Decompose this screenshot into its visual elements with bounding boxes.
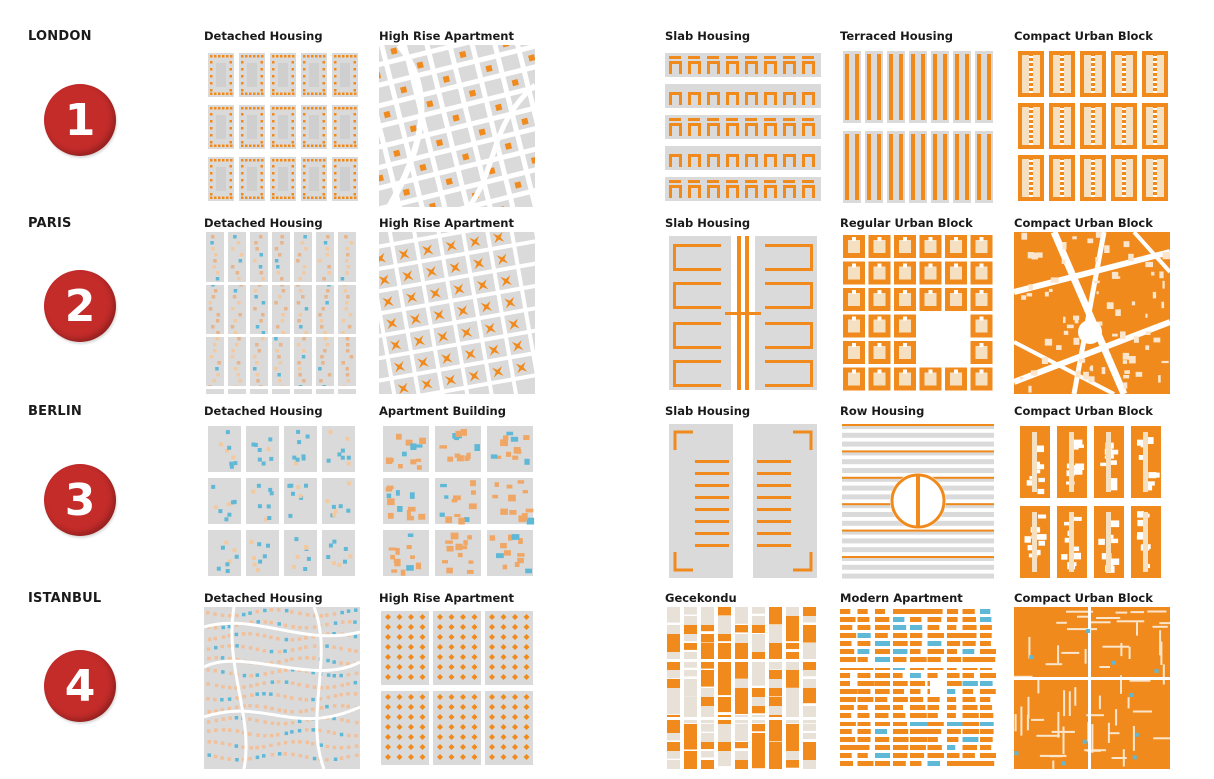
city-label: LONDON: [28, 29, 92, 44]
typology-label: Compact Urban Block: [1014, 404, 1153, 418]
typology-label: Slab Housing: [665, 216, 751, 230]
row-number-badge: 1: [44, 84, 116, 156]
typology-label: Slab Housing: [665, 404, 751, 418]
typology-plan-london-highrise: [379, 45, 535, 207]
typology-label: Compact Urban Block: [1014, 29, 1153, 43]
typology-plan-istanbul-detached: [204, 607, 360, 769]
typology-plan-berlin-slab: [665, 420, 821, 582]
row-number-badge: 4: [44, 650, 116, 722]
row-number-badge: 2: [44, 270, 116, 342]
typology-label: Compact Urban Block: [1014, 591, 1153, 605]
city-label: PARIS: [28, 216, 72, 231]
typology-label: Regular Urban Block: [840, 216, 973, 230]
typology-plan-istanbul-gecekondu: [665, 607, 821, 769]
typology-plan-istanbul-highrise: [379, 607, 535, 769]
typology-label: Detached Housing: [204, 591, 323, 605]
typology-plan-paris-detached: [204, 232, 360, 394]
typology-plan-london-detached: [204, 45, 360, 207]
typology-plan-london-compact: [1014, 45, 1170, 207]
typology-label: Apartment Building: [379, 404, 506, 418]
row-number-badge: 3: [44, 464, 116, 536]
typology-plan-berlin-apartment: [379, 420, 535, 582]
typology-plan-berlin-detached: [204, 420, 360, 582]
typology-label: Terraced Housing: [840, 29, 953, 43]
typology-plan-istanbul-compact: [1014, 607, 1170, 769]
typology-label: High Rise Apartment: [379, 29, 514, 43]
city-label: ISTANBUL: [28, 591, 102, 606]
typology-label: High Rise Apartment: [379, 216, 514, 230]
typology-plan-paris-highrise: [379, 232, 535, 394]
typology-plan-paris-compact: [1014, 232, 1170, 394]
typology-label: Gecekondu: [665, 591, 737, 605]
typology-plan-paris-regular: [840, 232, 996, 394]
typology-plan-london-slab: [665, 45, 821, 207]
typology-label: High Rise Apartment: [379, 591, 514, 605]
typology-label: Row Housing: [840, 404, 925, 418]
typology-label: Compact Urban Block: [1014, 216, 1153, 230]
typology-plan-berlin-row: [840, 420, 996, 582]
typology-plan-istanbul-modern: [840, 607, 996, 769]
city-label: BERLIN: [28, 404, 82, 419]
typology-plan-paris-slab: [665, 232, 821, 394]
typology-plan-london-terraced: [840, 45, 996, 207]
typology-label: Modern Apartment: [840, 591, 963, 605]
typology-label: Slab Housing: [665, 29, 751, 43]
typology-plan-berlin-compact: [1014, 420, 1170, 582]
typology-label: Detached Housing: [204, 404, 323, 418]
typology-label: Detached Housing: [204, 216, 323, 230]
typology-label: Detached Housing: [204, 29, 323, 43]
